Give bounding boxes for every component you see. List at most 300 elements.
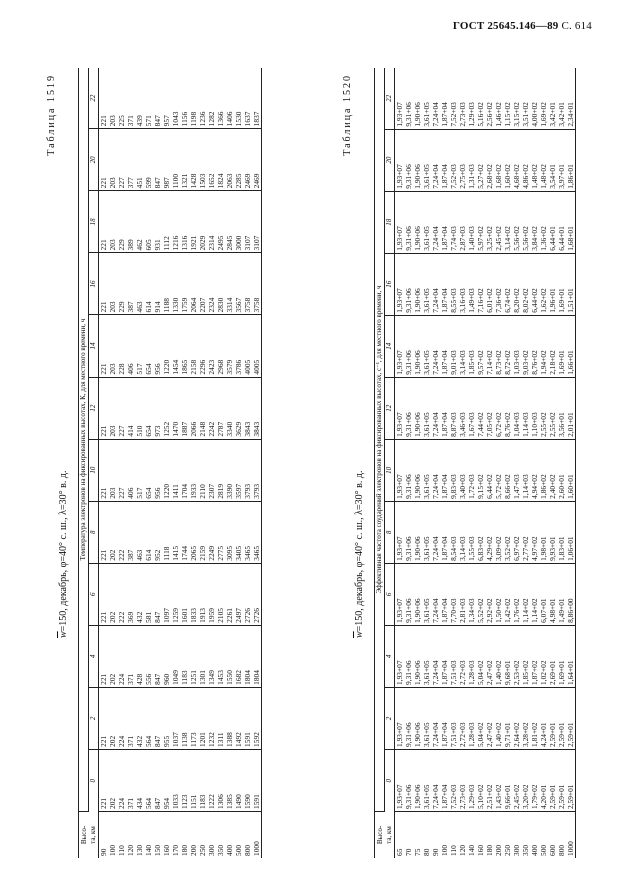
value-cell: 203 (108, 129, 117, 191)
value-cell: 463 (135, 253, 144, 315)
value-cell: 2066 (189, 377, 198, 439)
value-cell: 1,55+03 (467, 501, 476, 563)
value-cell: 2726 (252, 563, 262, 625)
table-1520-caption: $\overline{w}=150$, декабрь, φ=40° с. ш., λ=30° в. д. (354, 470, 365, 638)
value-cell: 2,51+02 (485, 749, 494, 811)
value-cell: 2307 (207, 439, 216, 501)
value-cell: 1591 (252, 749, 262, 811)
value-cell: 956 (153, 439, 162, 501)
time-header: 2 (385, 687, 395, 749)
value-cell: 1236 (198, 68, 207, 129)
value-cell: 227 (117, 377, 126, 439)
table-row (225, 68, 234, 858)
value-cell: 203 (108, 253, 117, 315)
table-body (395, 68, 576, 858)
value-cell: 2,47+02 (485, 625, 494, 687)
value-cell: 1,60+02 (503, 129, 512, 191)
value-cell: 434 (135, 749, 144, 811)
altitude-cell: 160 (162, 844, 171, 856)
value-cell: 3,46+03 (458, 377, 467, 439)
table-row (548, 68, 557, 858)
time-header-row (89, 68, 99, 858)
value-cell: 2,45+02 (512, 749, 521, 811)
value-cell: 1,90+06 (413, 625, 422, 687)
value-cell: 3465 (252, 501, 262, 563)
value-cell: 1411 (171, 439, 180, 501)
value-cell: 2845 (225, 191, 234, 253)
time-header: 20 (385, 129, 395, 191)
table-row (494, 68, 503, 858)
value-cell: 9,31+06 (404, 501, 413, 563)
value-cell: 1220 (162, 439, 171, 501)
altitude-cell: 160 (476, 844, 485, 856)
value-cell: 3107 (252, 191, 262, 253)
value-cell: 1,87+04 (440, 315, 449, 377)
value-cell: 9,57+02 (476, 315, 485, 377)
time-header: 22 (89, 68, 99, 129)
value-cell: 1,93+07 (395, 68, 405, 129)
value-cell: 203 (108, 377, 117, 439)
value-cell: 1330 (171, 253, 180, 315)
table-row (422, 68, 431, 858)
value-cell: 1,46+02 (494, 68, 503, 129)
value-cell: 202 (108, 501, 117, 563)
value-cell: 2,56+02 (485, 68, 494, 129)
value-cell: 3,25+02 (485, 191, 494, 253)
value-cell: 847 (153, 129, 162, 191)
altitude-cell: 150 (153, 844, 162, 856)
altitude-cell: 1000 (252, 812, 262, 859)
value-cell: 1,87+04 (440, 68, 449, 129)
table-body (99, 68, 262, 858)
altitude-cell: 110 (117, 845, 126, 856)
value-cell: 225 (117, 68, 126, 129)
altitude-cell: 350 (521, 844, 530, 856)
value-cell: 6,44+01 (557, 191, 566, 253)
value-cell: 1,93+07 (395, 439, 405, 501)
value-cell: 1321 (180, 129, 189, 191)
value-cell: 2,34+01 (566, 68, 576, 129)
value-cell: 4,24+01 (539, 687, 548, 749)
value-cell: 3,84+02 (530, 191, 539, 253)
value-cell: 1118 (162, 501, 171, 563)
value-cell: 3793 (243, 439, 252, 501)
value-cell: 1,66+01 (566, 315, 576, 377)
table-row (566, 68, 576, 858)
value-cell: 2,59+01 (548, 749, 557, 811)
value-cell: 1,49+03 (467, 253, 476, 315)
value-cell: 9,31+06 (404, 315, 413, 377)
value-cell: 2064 (189, 253, 198, 315)
table-row (252, 68, 262, 858)
value-cell: 8,73+02 (494, 315, 503, 377)
time-header: 4 (385, 625, 395, 687)
value-cell: 1349 (207, 625, 216, 687)
value-cell: 3,61+05 (422, 749, 431, 811)
value-cell: 221 (99, 749, 109, 811)
value-cell: 9,31+06 (404, 687, 413, 749)
time-header: 16 (385, 253, 395, 315)
value-cell: 7,24+04 (431, 749, 440, 811)
value-cell: 371 (126, 687, 135, 749)
value-cell: 517 (135, 315, 144, 377)
altitude-cell: 800 (243, 844, 252, 856)
value-cell: 3,61+05 (422, 68, 431, 129)
value-cell: 1,40+02 (494, 625, 503, 687)
value-cell: 3405 (234, 501, 243, 563)
value-cell: 8,54+03 (449, 501, 458, 563)
value-cell: 221 (99, 253, 109, 315)
value-cell: 1,93+07 (395, 687, 405, 749)
value-cell: 2,55+02 (539, 377, 548, 439)
table-1519-caption: $\overline{w}=150$, декабрь, φ=40° с. ш., λ=30° в. д. (58, 470, 69, 638)
table-row (198, 68, 207, 858)
value-cell: 1385 (225, 749, 234, 811)
value-cell: 1,50+02 (494, 563, 503, 625)
value-cell: 2,73+03 (458, 749, 467, 811)
value-cell: 4,97+02 (530, 501, 539, 563)
value-cell: 1,90+06 (413, 687, 422, 749)
value-cell: 3,14+03 (458, 501, 467, 563)
value-cell: 1,48+02 (539, 129, 548, 191)
value-cell: 599 (144, 129, 153, 191)
value-cell: 2,59+01 (566, 687, 576, 749)
value-cell: 9,31+06 (404, 253, 413, 315)
table-row (458, 68, 467, 858)
value-cell: 9,31+06 (404, 191, 413, 253)
value-cell: 221 (99, 68, 109, 129)
value-cell: 1,93+07 (395, 563, 405, 625)
value-cell: 2105 (216, 563, 225, 625)
value-cell: 1637 (243, 68, 252, 129)
value-cell: 1470 (171, 377, 180, 439)
value-cell: 203 (108, 191, 117, 253)
value-cell: 7,51+03 (449, 687, 458, 749)
value-cell: 1,90+06 (413, 749, 422, 811)
time-header: 14 (385, 315, 395, 377)
value-cell: 956 (153, 315, 162, 377)
value-cell: 4,98+01 (548, 563, 557, 625)
value-cell: 7,70+03 (449, 563, 458, 625)
value-cell: 3,56+01 (557, 377, 566, 439)
value-cell: 2,77+02 (521, 501, 530, 563)
value-cell: 1366 (216, 68, 225, 129)
value-cell: 1100 (171, 129, 180, 191)
value-cell: 3,20+02 (521, 749, 530, 811)
value-cell: 3,15+02 (512, 68, 521, 129)
value-cell: 227 (117, 129, 126, 191)
value-cell: 1306 (216, 749, 225, 811)
value-cell: 4,86+02 (521, 129, 530, 191)
value-cell: 3465 (243, 501, 252, 563)
value-cell: 203 (108, 68, 117, 129)
value-cell: 203 (108, 439, 117, 501)
table-header-row (375, 68, 385, 858)
value-cell: 3,61+05 (422, 253, 431, 315)
table-header-row (79, 68, 89, 858)
value-cell: 9,31+06 (404, 68, 413, 129)
value-cell: 1550 (225, 625, 234, 687)
table-row (440, 68, 449, 858)
value-cell: 1049 (171, 625, 180, 687)
value-cell: 221 (99, 315, 109, 377)
value-cell: 1492 (234, 687, 243, 749)
value-cell: 2,72+03 (458, 687, 467, 749)
value-cell: 5,16+02 (476, 68, 485, 129)
time-header: 16 (89, 253, 99, 315)
time-header: 4 (89, 625, 99, 687)
value-cell: 1,04+03 (512, 377, 521, 439)
value-cell: 654 (144, 377, 153, 439)
value-cell: 7,24+04 (431, 439, 440, 501)
value-cell: 462 (135, 191, 144, 253)
value-cell: 389 (126, 191, 135, 253)
value-cell: 9,71+01 (503, 687, 512, 749)
value-cell: 1138 (180, 687, 189, 749)
value-cell: 1,36+02 (539, 191, 548, 253)
altitude-cell: 300 (207, 844, 216, 856)
value-cell: 7,24+04 (431, 68, 440, 129)
value-cell: 229 (117, 253, 126, 315)
value-cell: 3,61+05 (422, 377, 431, 439)
value-cell: 387 (126, 253, 135, 315)
value-cell: 371 (126, 625, 135, 687)
value-cell: 1,90+06 (413, 68, 422, 129)
value-cell: 2,72+03 (458, 625, 467, 687)
value-cell: 1590 (243, 749, 252, 811)
value-cell: 1188 (162, 253, 171, 315)
value-cell: 510 (135, 377, 144, 439)
value-cell: 5,04+02 (476, 687, 485, 749)
value-cell: 9,01+03 (449, 315, 458, 377)
value-cell: 6,74+02 (503, 253, 512, 315)
value-cell: 2,68+02 (485, 129, 494, 191)
value-cell: 5,52+02 (476, 563, 485, 625)
value-cell: 432 (135, 563, 144, 625)
value-cell: 7,24+04 (431, 129, 440, 191)
value-cell: 224 (117, 687, 126, 749)
value-cell: 3597 (234, 439, 243, 501)
value-cell: 1,90+06 (413, 191, 422, 253)
value-cell: 1837 (252, 68, 262, 129)
altitude-cell: 200 (189, 844, 198, 856)
value-cell: 229 (117, 191, 126, 253)
value-cell: 6,44+02 (485, 439, 494, 501)
value-cell: 2,40+02 (548, 439, 557, 501)
altitude-cell: 70 (404, 848, 413, 856)
value-cell: 1,69+01 (557, 315, 566, 377)
value-cell: 1592 (252, 687, 262, 749)
value-cell: 2497 (234, 563, 243, 625)
value-cell: 1,72+03 (467, 439, 476, 501)
value-cell: 1,68+02 (494, 129, 503, 191)
value-cell: 1,87+04 (440, 439, 449, 501)
value-cell: 1,76+02 (512, 563, 521, 625)
table-row (144, 68, 153, 858)
time-header: 14 (89, 315, 99, 377)
value-cell: 1,69+01 (557, 625, 566, 687)
value-cell: 1,98+01 (539, 501, 548, 563)
time-header: 10 (385, 439, 395, 501)
value-cell: 1388 (225, 687, 234, 749)
altitude-cell: 140 (467, 844, 476, 856)
value-cell: 1,90+06 (413, 377, 422, 439)
value-cell: 3,42+01 (557, 68, 566, 129)
value-cell: 1198 (189, 68, 198, 129)
value-cell: 203 (108, 315, 117, 377)
value-cell: 1033 (171, 749, 180, 811)
value-cell: 2,18+02 (548, 315, 557, 377)
value-cell: 1,14+03 (521, 377, 530, 439)
value-cell: 4,68+02 (512, 129, 521, 191)
altitude-cell: 100 (108, 844, 117, 856)
value-cell: 654 (144, 315, 153, 377)
value-cell: 2,55+02 (548, 377, 557, 439)
value-cell: 847 (153, 563, 162, 625)
value-cell: 1183 (180, 625, 189, 687)
value-cell: 5,04+02 (476, 625, 485, 687)
value-cell: 2,60+01 (557, 439, 566, 501)
value-cell: 7,52+03 (449, 68, 458, 129)
value-cell: 2,73+03 (458, 68, 467, 129)
value-cell: 1,42+02 (503, 563, 512, 625)
value-cell: 8,55+03 (449, 253, 458, 315)
value-cell: 2,45+02 (494, 191, 503, 253)
value-cell: 1454 (171, 315, 180, 377)
table-row (395, 68, 405, 858)
value-cell: 3,14+02 (503, 191, 512, 253)
value-cell: 2,47+02 (485, 687, 494, 749)
value-cell: 4005 (252, 315, 262, 377)
value-cell: 1,90+06 (413, 439, 422, 501)
value-cell: 2423 (207, 315, 216, 377)
value-cell: 3579 (225, 315, 234, 377)
value-cell: 1,14+03 (521, 439, 530, 501)
value-cell: 1,79+02 (530, 749, 539, 811)
time-header-row (385, 68, 395, 858)
time-header: 6 (385, 563, 395, 625)
value-cell: 2,87+03 (458, 191, 467, 253)
table-1520-block (340, 68, 630, 858)
value-cell: 1259 (171, 563, 180, 625)
value-cell: 973 (153, 377, 162, 439)
table-row (108, 68, 117, 858)
value-cell: 1,14+02 (521, 563, 530, 625)
table-row (512, 68, 521, 858)
value-cell: 1,93+07 (395, 377, 405, 439)
value-cell: 1913 (198, 563, 207, 625)
value-cell: 1824 (216, 129, 225, 191)
value-cell: 1,29+03 (467, 68, 476, 129)
value-cell: 517 (135, 439, 144, 501)
value-cell: 955 (162, 687, 171, 749)
altitude-cell: 500 (234, 844, 243, 856)
value-cell: 960 (162, 625, 171, 687)
value-cell: 2968 (216, 315, 225, 377)
altitude-cell: 1000 (566, 812, 576, 859)
value-cell: 3,61+05 (422, 501, 431, 563)
value-cell: 1,31+03 (467, 129, 476, 191)
value-cell: 1,85+03 (467, 315, 476, 377)
value-cell: 1601 (180, 563, 189, 625)
value-cell: 1,87+04 (440, 749, 449, 811)
table-row (207, 68, 216, 858)
value-cell: 1428 (189, 129, 198, 191)
value-cell: 1216 (171, 191, 180, 253)
value-cell: 2159 (198, 501, 207, 563)
value-cell: 2314 (207, 191, 216, 253)
value-cell: 1652 (207, 129, 216, 191)
value-cell: 571 (144, 68, 153, 129)
value-cell: 9,31+06 (404, 377, 413, 439)
value-cell: 3793 (252, 439, 262, 501)
value-cell: 8,86+00 (566, 563, 576, 625)
table-1519 (78, 68, 262, 858)
value-cell: 847 (153, 68, 162, 129)
value-cell: 1865 (180, 315, 189, 377)
value-cell: 224 (117, 625, 126, 687)
value-cell: 3107 (243, 191, 252, 253)
value-cell: 2,69+01 (548, 625, 557, 687)
value-cell: 2249 (207, 501, 216, 563)
value-cell: 1,90+06 (413, 563, 422, 625)
value-cell: 1,87+04 (440, 377, 449, 439)
value-cell: 3,09+02 (494, 501, 503, 563)
value-cell: 2726 (243, 563, 252, 625)
value-cell: 1503 (198, 129, 207, 191)
time-header: 22 (385, 68, 395, 129)
value-cell: 9,31+06 (404, 749, 413, 811)
value-cell: 957 (162, 68, 171, 129)
value-cell: 8,20+02 (512, 253, 521, 315)
table-row (539, 68, 548, 858)
value-cell: 3,61+05 (422, 315, 431, 377)
value-cell: 202 (108, 687, 117, 749)
value-cell: 3340 (225, 377, 234, 439)
value-cell: 1,06+01 (566, 501, 576, 563)
altitude-header: Высо- та, км (79, 812, 99, 859)
value-cell: 2,53+02 (512, 625, 521, 687)
value-cell: 1,90+06 (413, 253, 422, 315)
value-cell: 1,87+04 (440, 563, 449, 625)
altitude-cell: 500 (539, 844, 548, 856)
value-cell: 3,97+01 (557, 129, 566, 191)
table-row (216, 68, 225, 858)
value-cell: 1,96+01 (548, 253, 557, 315)
table-row (99, 68, 109, 858)
value-cell: 1201 (198, 687, 207, 749)
value-cell: 1,43+02 (494, 749, 503, 811)
value-cell: 1,49+01 (557, 563, 566, 625)
value-cell: 1,83+01 (557, 501, 566, 563)
value-cell: 7,05+02 (485, 377, 494, 439)
value-cell: 2158 (189, 315, 198, 377)
value-cell: 5,10+02 (476, 749, 485, 811)
value-cell: 2,59+01 (557, 749, 566, 811)
value-cell: 8,02+02 (521, 253, 530, 315)
time-header: 0 (385, 749, 395, 811)
value-cell: 1804 (252, 625, 262, 687)
value-cell: 1311 (216, 687, 225, 749)
value-cell: 2469 (252, 129, 262, 191)
value-cell: 3758 (252, 253, 262, 315)
value-cell: 847 (153, 625, 162, 687)
value-cell: 7,36+02 (494, 253, 503, 315)
value-cell: 1156 (180, 68, 189, 129)
altitude-cell: 180 (485, 844, 494, 856)
value-cell: 2819 (216, 439, 225, 501)
value-cell: 1,87+04 (440, 129, 449, 191)
